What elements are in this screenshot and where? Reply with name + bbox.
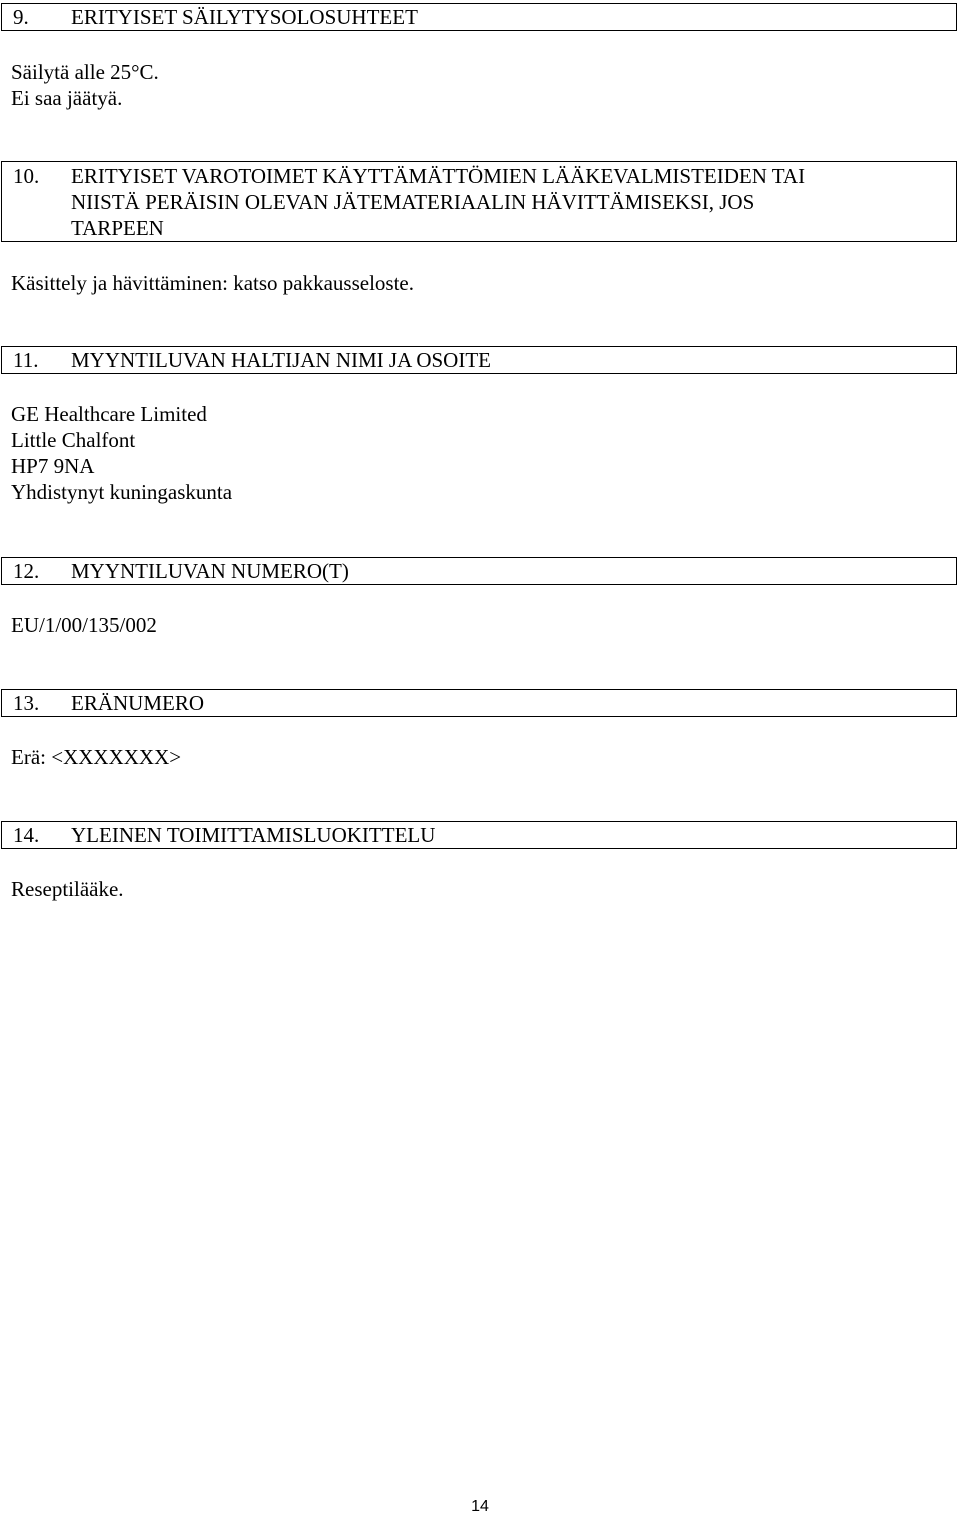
section-title: ERÄNUMERO [71, 691, 205, 715]
section-14-header [1, 821, 957, 849]
body-text: Reseptilääke. [11, 877, 124, 901]
body-text: Yhdistynyt kuningaskunta [11, 480, 233, 504]
body-text: EU/1/00/135/002 [11, 613, 157, 637]
section-10-header [1, 161, 957, 242]
section-9-header [1, 3, 957, 31]
section-title-line: ERITYISET VAROTOIMET KÄYTTÄMÄTTÖMIEN LÄÄKEVALMISTEIDEN TAI [71, 164, 806, 188]
section-number: 12. [13, 559, 40, 583]
section-title: MYYNTILUVAN HALTIJAN NIMI JA OSOITE [71, 348, 491, 372]
body-text: Säilytä alle 25°C. [11, 60, 159, 84]
body-text: Käsittely ja hävittäminen: katso pakkausseloste. [11, 271, 414, 295]
section-title-line: NIISTÄ PERÄISIN OLEVAN JÄTEMATERIAALIN HÄVITTÄMISEKSI, JOS [71, 190, 755, 214]
section-12-header [1, 557, 957, 585]
section-title [71, 163, 926, 241]
section-title: ERITYISET SÄILYTYSOLOSUHTEET [71, 5, 418, 29]
section-number: 10. [13, 164, 40, 188]
page-number: 14 [471, 1498, 489, 1515]
body-text: Erä: <XXXXXXX> [11, 745, 182, 769]
body-text: GE Healthcare Limited [11, 402, 207, 426]
body-text: Little Chalfont [11, 428, 136, 452]
section-number: 9. [13, 5, 29, 29]
section-13-header [1, 689, 957, 717]
body-text: HP7 9NA [11, 454, 95, 478]
section-11-header [1, 346, 957, 374]
body-text: Ei saa jäätyä. [11, 86, 123, 110]
section-title: MYYNTILUVAN NUMERO(T) [71, 559, 349, 583]
section-number: 14. [13, 823, 40, 847]
section-number: 13. [13, 691, 40, 715]
section-title: YLEINEN TOIMITTAMISLUOKITTELU [71, 823, 436, 847]
section-number: 11. [13, 348, 39, 372]
section-title-line: TARPEEN [71, 216, 164, 240]
